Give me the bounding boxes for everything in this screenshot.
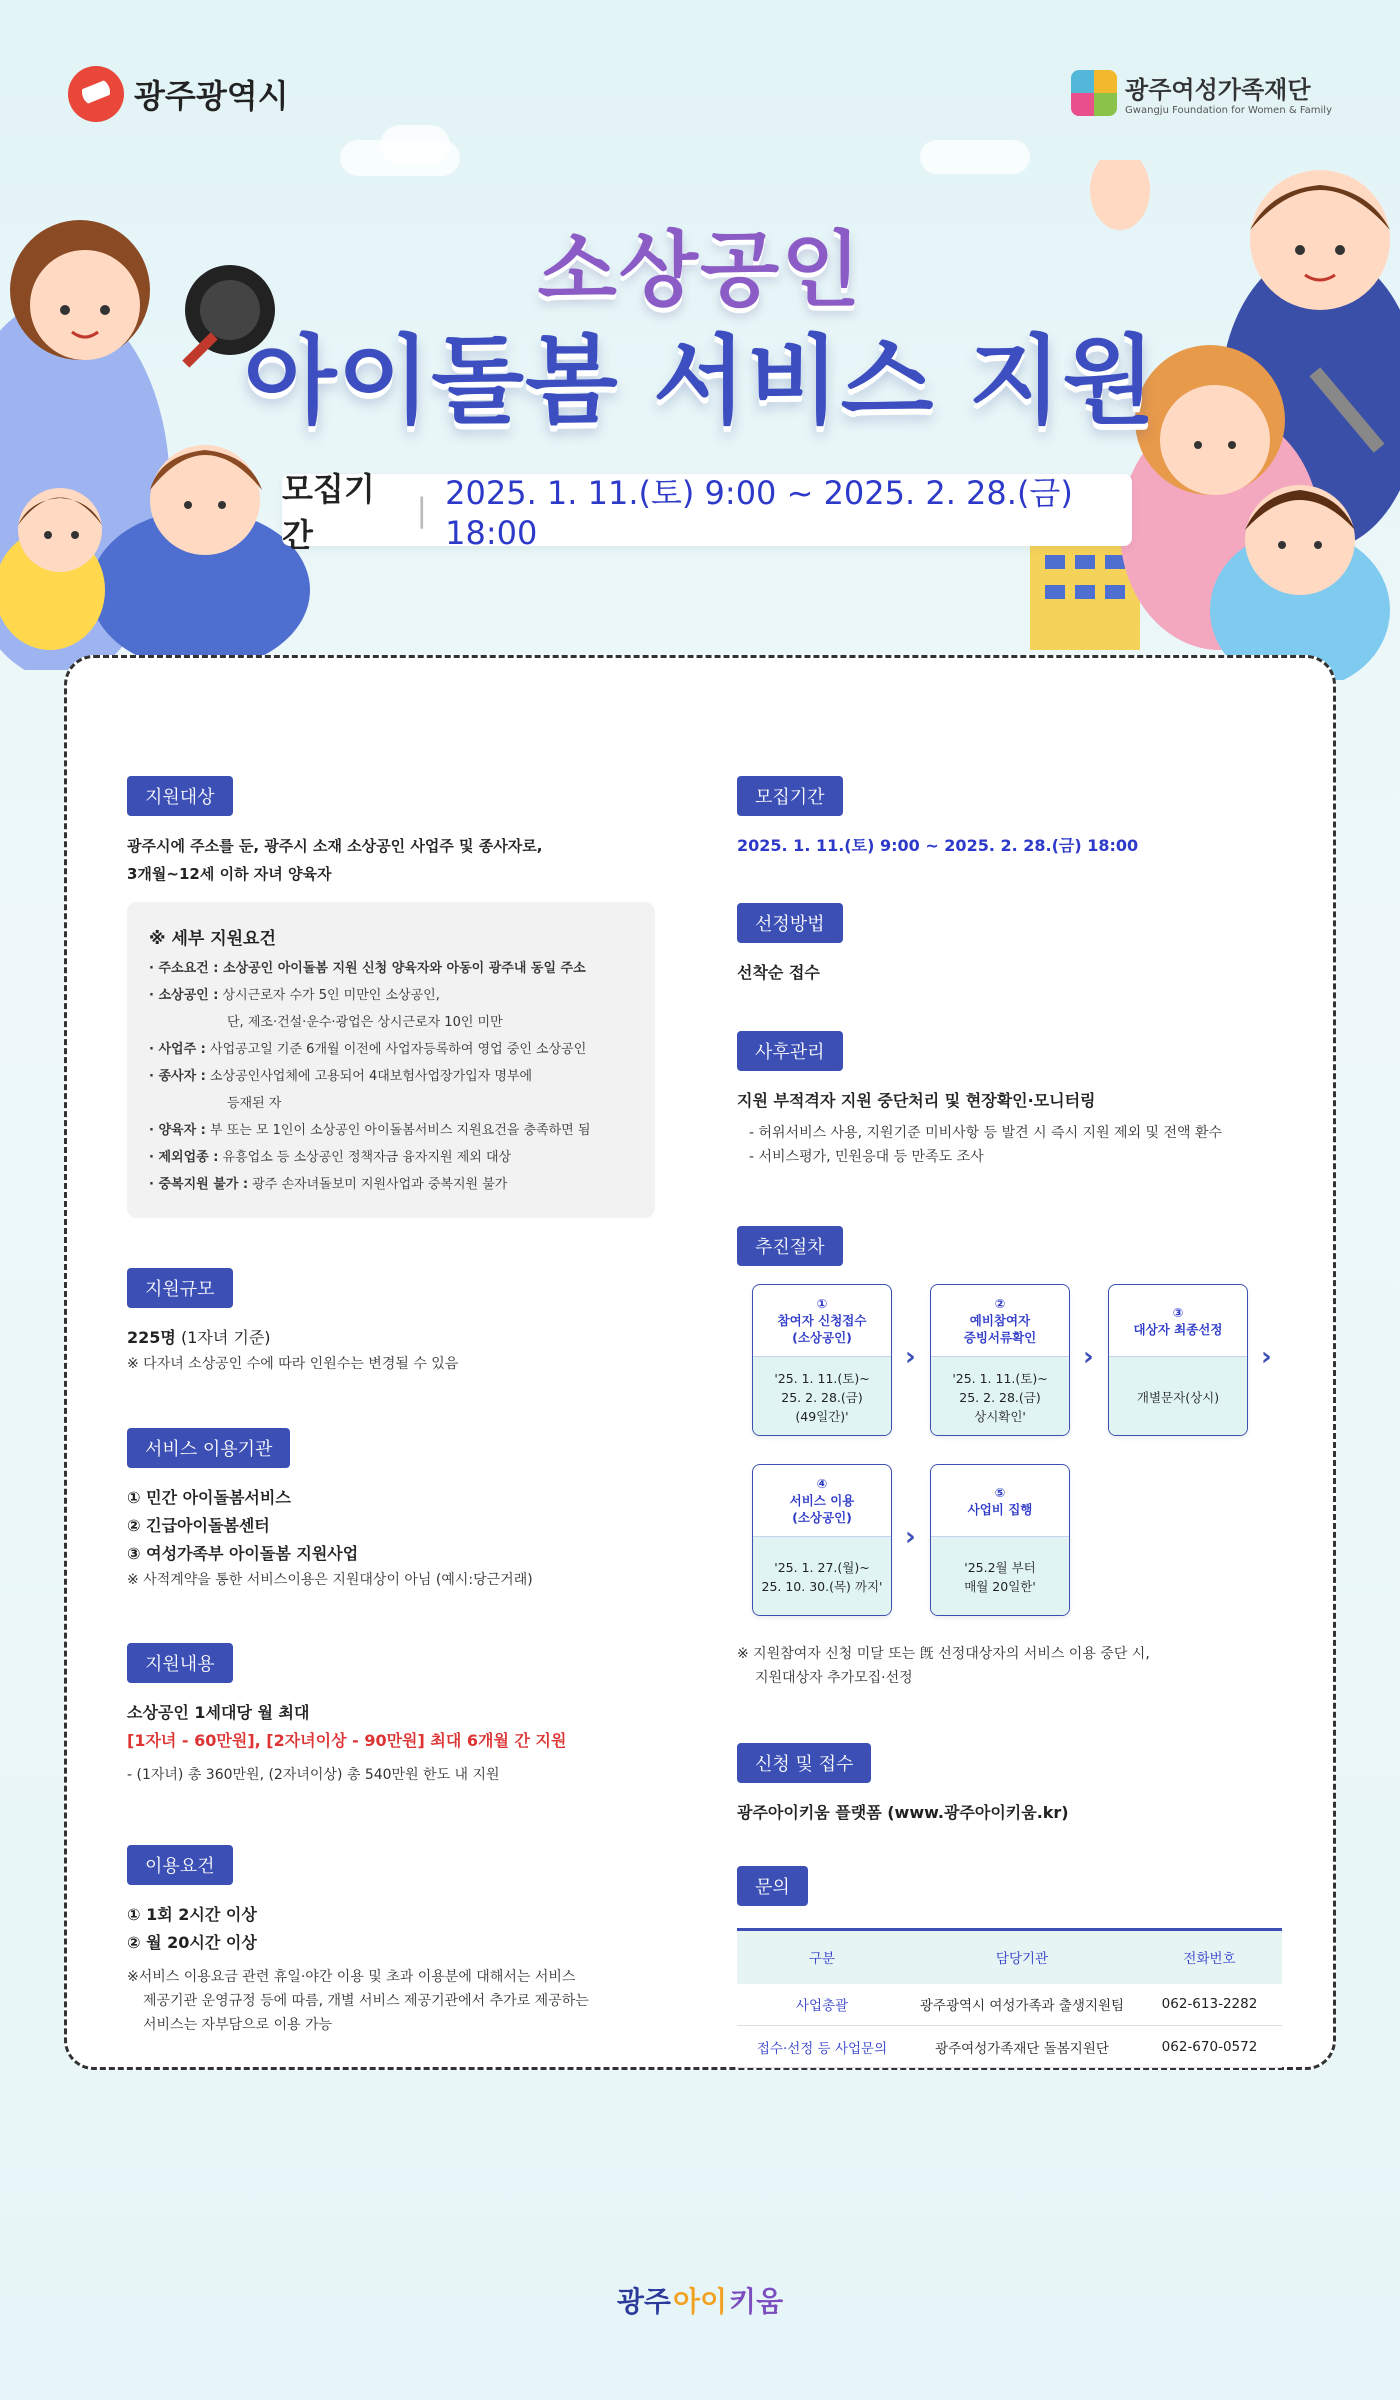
period-text: 2025. 1. 11.(토) 9:00 ~ 2025. 2. 28.(금) 18:00	[737, 836, 1139, 855]
foundation-emblem-icon	[1071, 70, 1117, 116]
agency-item: ② 긴급아이돌봄센터	[127, 1516, 270, 1535]
step-number: ②	[994, 1296, 1006, 1311]
section-tag: 사후관리	[737, 1031, 843, 1071]
req-value: 유흥업소 등 소상공인 정책자금 융자지원 제외 대상	[218, 1150, 512, 1165]
section-selection	[737, 903, 843, 987]
usage-note: 서비스는 자부담으로 이용 가능	[143, 2017, 333, 2033]
table-header-row	[737, 1930, 1282, 1984]
section-tag: 이용요건	[127, 1845, 233, 1885]
req-value: 광주 손자녀돌보미 지원사업과 중복지원 불가	[248, 1177, 508, 1192]
req-key: · 사업주 :	[149, 1042, 206, 1057]
section-scale	[127, 1268, 458, 1376]
gwangju-city-logo	[68, 66, 289, 122]
cloud-decoration	[380, 125, 450, 165]
table-header: 담당기관	[907, 1930, 1137, 1984]
req-value: 소상공인 아이돌봄 지원 신청 양육자와 아동이 광주내 동일 주소	[218, 961, 586, 976]
step-title: 참여자 신청접수	[777, 1313, 867, 1328]
section-tag: 선정방법	[737, 903, 843, 943]
req-value: 단, 제조·건설·운수·광업은 상시근로자 10인 미만	[227, 1015, 503, 1030]
req-value: 부 또는 모 1인이 소상공인 아이돌봄서비스 지원요건을 충족하면 됨	[205, 1123, 591, 1138]
req-value: 사업공고일 기준 6개월 이전에 사업자등록하여 영업 중인 소상공인	[205, 1042, 587, 1057]
step-detail: '25. 1. 27.(월)~	[774, 1560, 870, 1575]
section-tag: 신청 및 접수	[737, 1743, 871, 1783]
content-line: 소상공인 1세대당 월 최대	[127, 1703, 310, 1722]
req-key: · 주소요건 :	[149, 961, 219, 976]
table-row	[737, 2026, 1282, 2068]
step-title: (소상공인)	[792, 1330, 852, 1345]
step-title: 예비참여자	[969, 1313, 1031, 1328]
section-tag: 모집기간	[737, 776, 843, 816]
section-tag: 서비스 이용기관	[127, 1428, 290, 1468]
step-detail: 상시확인'	[974, 1408, 1026, 1424]
apply-text: 광주아이키움 플랫폼 (www.광주아이키움.kr)	[737, 1803, 1069, 1822]
table-cell: 사업총괄	[737, 1984, 907, 2026]
section-tag: 지원대상	[127, 776, 233, 816]
table-header: 구분	[737, 1930, 907, 1984]
period-label: 모집기간	[282, 470, 375, 554]
org-left-name: 광주광역시	[134, 77, 289, 115]
phone-number: 062-613-2282	[1137, 1984, 1282, 2026]
req-key: · 중복지원 불가 :	[149, 1177, 249, 1192]
req-key: · 소상공인 :	[149, 988, 219, 1003]
step-title: 증빙서류확인	[963, 1330, 1037, 1345]
step-title: 대상자 최종선정	[1133, 1321, 1223, 1337]
process-step-2	[930, 1284, 1070, 1436]
step-detail: 개별문자(상시)	[1136, 1389, 1220, 1405]
section-tag: 추진절차	[737, 1226, 843, 1266]
process-flow	[737, 1284, 1282, 1644]
step-title: (소상공인)	[792, 1510, 852, 1525]
period-value: 2025. 1. 11.(토) 9:00 ~ 2025. 2. 28.(금) 18:00	[445, 474, 1073, 552]
step-number: ⑤	[994, 1484, 1006, 1500]
step-number: ④	[816, 1476, 828, 1491]
process-note: 지원대상자 추가모집·선정	[755, 1670, 913, 1686]
scale-note: ※ 다자녀 소상공인 수에 따라 인원수는 변경될 수 있음	[127, 1356, 459, 1372]
table-header: 전화번호	[1137, 1930, 1282, 1984]
poster-header	[0, 0, 1400, 700]
scale-sub: (1자녀 기준)	[175, 1328, 271, 1347]
step-detail: '25.2월 부터	[964, 1560, 1036, 1575]
table-cell: 광주광역시 여성가족과 출생지원팀	[907, 1984, 1137, 2026]
footer-logo-part: 아이	[672, 2285, 728, 2318]
req-value: 상시근로자 수가 5인 미만인 소상공인,	[218, 988, 440, 1003]
aftercare-main: 지원 부적격자 지원 중단처리 및 현장확인·모니터링	[737, 1091, 1096, 1110]
usage-item: ② 월 20시간 이상	[127, 1933, 257, 1952]
detail-requirements-box	[127, 902, 655, 1218]
target-text: 3개월~12세 이하 자녀 양육자	[127, 865, 332, 883]
process-step-4	[752, 1464, 892, 1616]
content-amount: [1자녀 - 60만원], [2자녀이상 - 90만원] 최대 6개월 간 지원	[127, 1731, 567, 1750]
section-tag: 지원내용	[127, 1643, 233, 1683]
agency-item: ① 민간 아이돌봄서비스	[127, 1488, 291, 1507]
footer-logo	[0, 2280, 1400, 2320]
section-aftercare	[737, 1031, 1222, 1169]
section-content	[127, 1643, 566, 1787]
org-right-name: 광주여성가족재단	[1125, 75, 1311, 104]
step-detail: 25. 2. 28.(금)	[959, 1389, 1041, 1405]
step-number: ①	[816, 1296, 828, 1311]
chevron-right-icon: ›	[1083, 1342, 1094, 1372]
process-step-1	[752, 1284, 892, 1436]
req-key: · 제외업종 :	[149, 1150, 219, 1165]
req-value: 등재된 자	[227, 1096, 282, 1111]
selection-text: 선착순 접수	[737, 963, 820, 982]
step-detail: '25. 1. 11.(토)~	[952, 1370, 1048, 1386]
step-title: 서비스 이용	[789, 1493, 855, 1508]
step-detail: 25. 2. 28.(금)	[781, 1389, 863, 1405]
process-step-5	[930, 1464, 1070, 1616]
section-contact	[737, 1866, 1282, 2068]
info-card	[64, 655, 1336, 2070]
scale-main: 225명	[127, 1328, 176, 1347]
step-number: ③	[1172, 1304, 1184, 1320]
footer-logo-part: 광주	[616, 2285, 671, 2318]
req-value: 소상공인사업체에 고용되어 4대보험사업장가입자 명부에	[205, 1069, 533, 1084]
section-process	[737, 1226, 1282, 1690]
aftercare-note: - 서비스평가, 민원응대 등 만족도 조사	[749, 1149, 984, 1165]
title-line1: 소상공인	[537, 223, 863, 318]
table-cell: 접수·선정 등 사업문의	[737, 2026, 907, 2068]
step-detail: 25. 10. 30.(목) 까지'	[761, 1579, 883, 1594]
req-key: · 양육자 :	[149, 1123, 206, 1138]
process-note: ※ 지원참여자 신청 미달 또는 旣 선정대상자의 서비스 이용 중단 시,	[737, 1646, 1150, 1662]
step-detail: '25. 1. 11.(토)~	[774, 1370, 870, 1386]
phone-number: 062-670-0572	[1137, 2026, 1282, 2068]
section-usage	[127, 1845, 589, 2037]
section-apply	[737, 1743, 1069, 1827]
section-agency	[127, 1428, 533, 1592]
usage-note: 제공기관 운영규정 등에 따름, 개별 서비스 제공기관에서 추가로 제공하는	[143, 1993, 589, 2009]
chevron-right-icon: ›	[905, 1522, 916, 1552]
recruit-period-banner	[282, 470, 1132, 554]
contact-table	[737, 1928, 1282, 2068]
section-tag: 문의	[737, 1866, 808, 1906]
step-detail: (49일간)'	[795, 1408, 849, 1424]
table-row	[737, 1984, 1282, 2026]
target-text: 광주시에 주소를 둔, 광주시 소재 소상공인 사업주 및 종사자로,	[127, 837, 543, 855]
box-title: ※ 세부 지원요건	[149, 929, 276, 949]
title-line2: 아이돌봄 서비스 지원	[243, 325, 1157, 437]
agency-note: ※ 사적계약을 통한 서비스이용은 지원대상이 아님 (예시:당근거래)	[127, 1572, 533, 1588]
foundation-logo	[1071, 70, 1332, 116]
aftercare-note: - 허위서비스 사용, 지원기준 미비사항 등 발견 시 즉시 지원 제외 및 전액 환수	[749, 1125, 1223, 1141]
footer-logo-part: 키움	[729, 2285, 784, 2318]
table-cell: 광주여성가족재단 돌봄지원단	[907, 2026, 1137, 2068]
process-step-3	[1108, 1284, 1248, 1436]
chevron-right-icon: ›	[1261, 1342, 1272, 1372]
usage-note: ※서비스 이용요금 관련 휴일·야간 이용 및 초과 이용분에 대해서는 서비스	[127, 1969, 576, 1985]
usage-item: ① 1회 2시간 이상	[127, 1905, 257, 1924]
agency-item: ③ 여성가족부 아이돌봄 지원사업	[127, 1544, 359, 1563]
org-right-english: Gwangju Foundation for Women & Family	[1125, 105, 1332, 116]
step-detail: 매월 20일한'	[964, 1579, 1036, 1594]
divider: |	[416, 491, 428, 529]
req-key: · 종사자 :	[149, 1069, 206, 1084]
chevron-right-icon: ›	[905, 1342, 916, 1372]
section-tag: 지원규모	[127, 1268, 233, 1308]
gwangju-emblem-icon	[68, 66, 124, 122]
section-target	[127, 776, 655, 1218]
section-period	[737, 776, 1138, 860]
step-title: 사업비 집행	[967, 1501, 1033, 1517]
content-note: - (1자녀) 총 360만원, (2자녀이상) 총 540만원 한도 내 지원	[127, 1767, 500, 1783]
